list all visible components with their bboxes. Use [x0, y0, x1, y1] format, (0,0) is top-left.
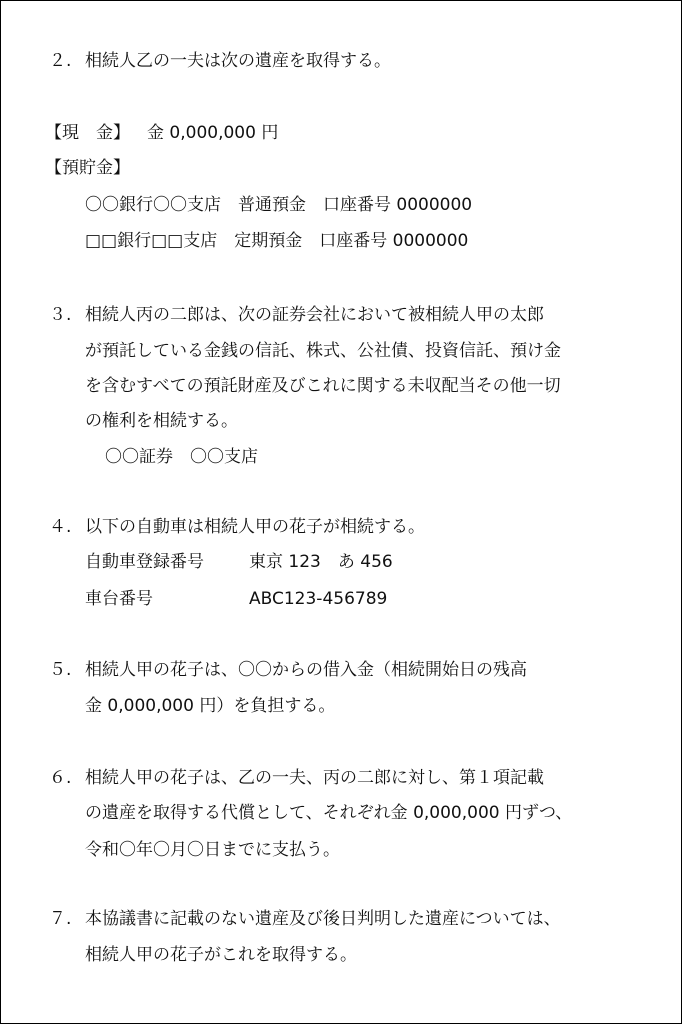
- cash-value: 金 0,000,000 円: [147, 123, 279, 143]
- item-number: ６.: [49, 768, 72, 788]
- item7-line: 相続人甲の花子がこれを取得する。: [85, 945, 357, 965]
- item3-line: 相続人丙の二郎は、次の証券会社において被相続人甲の太郎: [85, 305, 544, 325]
- deposit-line: □□銀行□□支店 定期預金 口座番号 0000000: [85, 231, 469, 251]
- item5-line: 相続人甲の花子は、〇〇からの借入金（相続開始日の残高: [85, 660, 527, 680]
- item-number: ５.: [49, 660, 72, 680]
- item6-line: 令和〇年〇月〇日までに支払う。: [85, 840, 340, 860]
- item5-line: 金 0,000,000 円）を負担する。: [85, 696, 336, 716]
- item2-heading: 相続人乙の一夫は次の遺産を取得する。: [85, 51, 391, 71]
- registration-value: 東京 123 あ 456: [249, 552, 393, 572]
- registration-label: 自動車登録番号: [85, 552, 204, 572]
- item6-line: 相続人甲の花子は、乙の一夫、丙の二郎に対し、第１項記載: [85, 768, 544, 788]
- item-number: ２.: [49, 51, 72, 71]
- item3-line: が預託している金銭の信託、株式、公社債、投資信託、預け金: [85, 341, 561, 361]
- deposit-label: 【預貯金】: [45, 158, 130, 178]
- item3-line: の権利を相続する。: [85, 411, 238, 431]
- item6-line: の遺産を取得する代償として、それぞれ金 0,000,000 円ずつ、: [85, 803, 573, 823]
- deposit-line: 〇〇銀行〇〇支店 普通預金 口座番号 0000000: [85, 195, 473, 215]
- chassis-label: 車台番号: [85, 589, 153, 609]
- cash-label: 【現 金】: [45, 123, 130, 143]
- broker-name: 〇〇証券 〇〇支店: [105, 447, 258, 467]
- item-number: ７.: [49, 909, 72, 929]
- item-number: ３.: [49, 305, 72, 325]
- item-number: ４.: [49, 517, 72, 537]
- chassis-value: ABC123-456789: [249, 589, 388, 609]
- item7-line: 本協議書に記載のない遺産及び後日判明した遺産については、: [85, 909, 561, 929]
- item4-heading: 以下の自動車は相続人甲の花子が相続する。: [85, 517, 425, 537]
- item3-line: を含むすべての預託財産及びこれに関する未収配当その他一切: [85, 376, 561, 396]
